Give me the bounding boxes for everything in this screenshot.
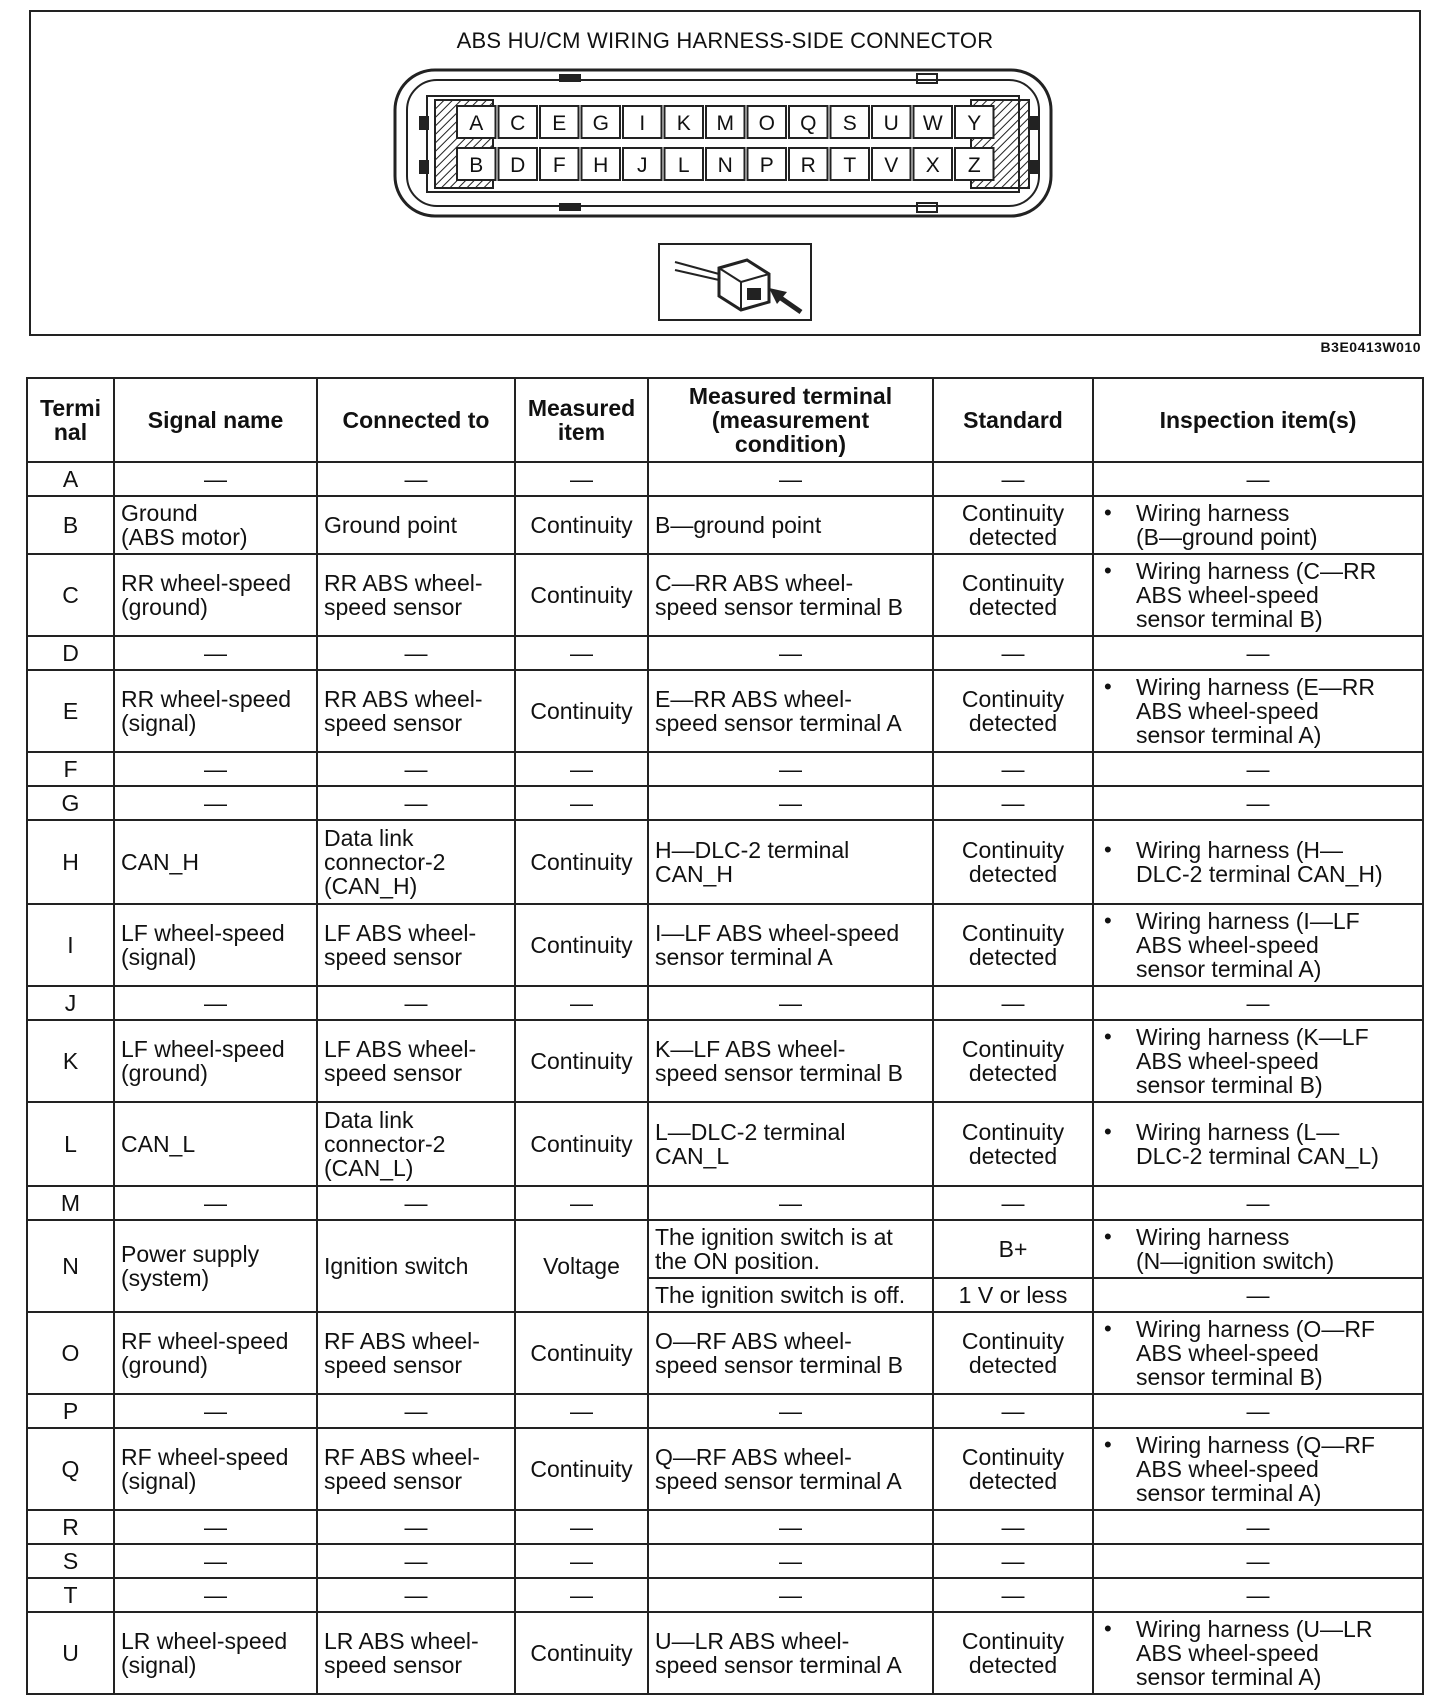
inspection-a: — (1093, 462, 1423, 496)
pin-label-t: T (843, 154, 857, 177)
pin-label-d: D (510, 154, 526, 177)
measured-n-on: The ignition switch is at the ON position. (648, 1220, 933, 1278)
standard-i: Continuity detected (933, 904, 1093, 986)
pin-label-x: X (925, 154, 940, 177)
connected-n: Ignition switch (317, 1220, 515, 1312)
signal-i: LF wheel-speed (signal) (114, 904, 317, 986)
signal-j: — (114, 986, 317, 1020)
table-row-t (27, 1578, 1423, 1612)
signal-d: — (114, 636, 317, 670)
inspection-text: Wiring harness (B—ground point) (1136, 499, 1318, 550)
table-row-m (27, 1186, 1423, 1220)
pin-label-y: Y (967, 112, 982, 135)
measured-p: — (648, 1394, 933, 1428)
measured-m: — (648, 1186, 933, 1220)
inspection-text: Wiring harness (I—LF ABS wheel-speed sensor terminal A) (1136, 907, 1360, 983)
pin-label-s: S (842, 112, 857, 135)
table-row-o (27, 1312, 1423, 1394)
inspection-text: Wiring harness (Q—RF ABS wheel-speed sensor terminal A) (1136, 1431, 1375, 1507)
table-row-h (27, 820, 1423, 904)
table-row-e (27, 670, 1423, 752)
bullet-icon: • (1104, 1315, 1112, 1341)
connected-j: — (317, 986, 515, 1020)
bullet-icon: • (1104, 557, 1112, 583)
measured-n-off: The ignition switch is off. (648, 1278, 933, 1312)
bullet-icon: • (1104, 1023, 1112, 1049)
measured-d: — (648, 636, 933, 670)
connector-drawing (31, 12, 1419, 334)
inspection-text: Wiring harness (L— DLC-2 terminal CAN_L) (1136, 1118, 1379, 1169)
inspection-h (1093, 820, 1423, 904)
signal-e: RR wheel-speed (signal) (114, 670, 317, 752)
measured-t: — (648, 1578, 933, 1612)
terminal-n: N (27, 1220, 114, 1312)
connected-c: RR ABS wheel- speed sensor (317, 554, 515, 636)
table-row-k (27, 1020, 1423, 1102)
measured-i: I—LF ABS wheel-speed sensor terminal A (648, 904, 933, 986)
signal-l: CAN_L (114, 1102, 317, 1186)
item-o: Continuity (515, 1312, 648, 1394)
diagram-title: ABS HU/CM WIRING HARNESS-SIDE CONNECTOR (456, 28, 994, 53)
measured-s: — (648, 1544, 933, 1578)
inspection-text: Wiring harness (C—RR ABS wheel-speed sensor terminal B) (1136, 557, 1377, 633)
standard-l: Continuity detected (933, 1102, 1093, 1186)
bullet-icon: • (1104, 1431, 1112, 1457)
inspection-e (1093, 670, 1423, 752)
item-a: — (515, 462, 648, 496)
item-r: — (515, 1510, 648, 1544)
item-e: Continuity (515, 670, 648, 752)
measured-l: L—DLC-2 terminal CAN_L (648, 1102, 933, 1186)
table-row-r (27, 1510, 1423, 1544)
pin-label-f: F (552, 154, 566, 177)
table-row-c (27, 554, 1423, 636)
pin-label-r: R (800, 154, 816, 177)
standard-t: — (933, 1578, 1093, 1612)
inspection-f: — (1093, 752, 1423, 786)
terminal-h: H (27, 820, 114, 904)
signal-a: — (114, 462, 317, 496)
pin-label-i: I (639, 112, 646, 135)
bullet-icon: • (1104, 673, 1112, 699)
item-d: — (515, 636, 648, 670)
header-inspection-items: Inspection item(s) (1093, 378, 1423, 462)
inspection-s: — (1093, 1544, 1423, 1578)
inspection-g: — (1093, 786, 1423, 820)
pin-label-z: Z (967, 154, 981, 177)
connected-e: RR ABS wheel- speed sensor (317, 670, 515, 752)
bullet-icon: • (1104, 1223, 1112, 1249)
measured-e: E—RR ABS wheel- speed sensor terminal A (648, 670, 933, 752)
item-q: Continuity (515, 1428, 648, 1510)
item-u: Continuity (515, 1612, 648, 1694)
inspection-b (1093, 496, 1423, 554)
inspection-t: — (1093, 1578, 1423, 1612)
connected-t: — (317, 1578, 515, 1612)
signal-f: — (114, 752, 317, 786)
item-j: — (515, 986, 648, 1020)
signal-n: Power supply (system) (114, 1220, 317, 1312)
terminal-spec-table (26, 377, 1424, 1695)
standard-o: Continuity detected (933, 1312, 1093, 1394)
terminal-o: O (27, 1312, 114, 1394)
pin-label-m: M (716, 112, 734, 135)
bullet-icon: • (1104, 1118, 1112, 1144)
item-p: — (515, 1394, 648, 1428)
item-n: Voltage (515, 1220, 648, 1312)
standard-k: Continuity detected (933, 1020, 1093, 1102)
inspection-n-off: — (1093, 1278, 1423, 1312)
terminal-l: L (27, 1102, 114, 1186)
pin-label-c: C (510, 112, 526, 135)
connected-p: — (317, 1394, 515, 1428)
inspection-q (1093, 1428, 1423, 1510)
connected-a: — (317, 462, 515, 496)
table-row-d (27, 636, 1423, 670)
standard-e: Continuity detected (933, 670, 1093, 752)
inspection-text: Wiring harness (E—RR ABS wheel-speed sensor terminal A) (1136, 673, 1375, 749)
standard-m: — (933, 1186, 1093, 1220)
terminal-i: I (27, 904, 114, 986)
inspection-p: — (1093, 1394, 1423, 1428)
measured-o: O—RF ABS wheel- speed sensor terminal B (648, 1312, 933, 1394)
terminal-a: A (27, 462, 114, 496)
inspection-k (1093, 1020, 1423, 1102)
header-terminal: Termi nal (27, 378, 114, 462)
item-i: Continuity (515, 904, 648, 986)
connected-f: — (317, 752, 515, 786)
measured-c: C—RR ABS wheel- speed sensor terminal B (648, 554, 933, 636)
item-g: — (515, 786, 648, 820)
standard-r: — (933, 1510, 1093, 1544)
terminal-j: J (27, 986, 114, 1020)
inspection-m: — (1093, 1186, 1423, 1220)
table-row-g (27, 786, 1423, 820)
measured-q: Q—RF ABS wheel- speed sensor terminal A (648, 1428, 933, 1510)
standard-p: — (933, 1394, 1093, 1428)
inspection-text: Wiring harness (K—LF ABS wheel-speed sensor terminal B) (1136, 1023, 1369, 1099)
terminal-q: Q (27, 1428, 114, 1510)
table-row-u (27, 1612, 1423, 1694)
standard-s: — (933, 1544, 1093, 1578)
inspection-r: — (1093, 1510, 1423, 1544)
item-m: — (515, 1186, 648, 1220)
bullet-icon: • (1104, 499, 1112, 525)
standard-a: — (933, 462, 1093, 496)
figure-code: B3E0413W010 (1320, 339, 1421, 355)
inspection-n-on (1093, 1220, 1423, 1278)
terminal-t: T (27, 1578, 114, 1612)
inspection-text: Wiring harness (O—RF ABS wheel-speed sensor terminal B) (1136, 1315, 1375, 1391)
inspection-c (1093, 554, 1423, 636)
terminal-k: K (27, 1020, 114, 1102)
connected-o: RF ABS wheel- speed sensor (317, 1312, 515, 1394)
standard-h: Continuity detected (933, 820, 1093, 904)
signal-k: LF wheel-speed (ground) (114, 1020, 317, 1102)
signal-m: — (114, 1186, 317, 1220)
measured-f: — (648, 752, 933, 786)
measured-u: U—LR ABS wheel- speed sensor terminal A (648, 1612, 933, 1694)
pin-label-e: E (552, 112, 567, 135)
connected-k: LF ABS wheel- speed sensor (317, 1020, 515, 1102)
terminal-b: B (27, 496, 114, 554)
item-k: Continuity (515, 1020, 648, 1102)
pin-label-j: J (637, 154, 648, 177)
table-row-j (27, 986, 1423, 1020)
signal-o: RF wheel-speed (ground) (114, 1312, 317, 1394)
signal-t: — (114, 1578, 317, 1612)
pin-label-w: W (922, 112, 943, 135)
connected-u: LR ABS wheel- speed sensor (317, 1612, 515, 1694)
signal-q: RF wheel-speed (signal) (114, 1428, 317, 1510)
inspection-i (1093, 904, 1423, 986)
pin-label-b: B (469, 154, 484, 177)
inspection-text: Wiring harness (U—LR ABS wheel-speed sensor terminal A) (1136, 1615, 1373, 1691)
header-connected-to: Connected to (317, 378, 515, 462)
terminal-c: C (27, 554, 114, 636)
signal-b: Ground (ABS motor) (114, 496, 317, 554)
connector-diagram-panel (29, 10, 1421, 336)
pin-label-v: V (884, 154, 899, 177)
table-header-row (27, 378, 1423, 462)
signal-r: — (114, 1510, 317, 1544)
measured-h: H—DLC-2 terminal CAN_H (648, 820, 933, 904)
pin-label-g: G (592, 112, 609, 135)
standard-g: — (933, 786, 1093, 820)
standard-j: — (933, 986, 1093, 1020)
pin-label-n: N (717, 154, 733, 177)
terminal-m: M (27, 1186, 114, 1220)
measured-j: — (648, 986, 933, 1020)
terminal-d: D (27, 636, 114, 670)
header-measured-terminal: Measured terminal (measurement condition) (648, 378, 933, 462)
pin-label-k: K (676, 112, 691, 135)
item-f: — (515, 752, 648, 786)
item-h: Continuity (515, 820, 648, 904)
pin-label-o: O (758, 112, 775, 135)
pin-label-p: P (759, 154, 774, 177)
standard-n-off: 1 V or less (933, 1278, 1093, 1312)
measured-b: B—ground point (648, 496, 933, 554)
connected-d: — (317, 636, 515, 670)
connected-h: Data link connector-2 (CAN_H) (317, 820, 515, 904)
standard-u: Continuity detected (933, 1612, 1093, 1694)
pin-label-l: L (677, 154, 690, 177)
standard-c: Continuity detected (933, 554, 1093, 636)
terminal-f: F (27, 752, 114, 786)
standard-n-on: B+ (933, 1220, 1093, 1278)
item-t: — (515, 1578, 648, 1612)
header-signal-name: Signal name (114, 378, 317, 462)
pin-label-q: Q (800, 112, 817, 135)
connected-s: — (317, 1544, 515, 1578)
terminal-g: G (27, 786, 114, 820)
pin-label-u: U (883, 112, 899, 135)
item-s: — (515, 1544, 648, 1578)
signal-s: — (114, 1544, 317, 1578)
inspection-l (1093, 1102, 1423, 1186)
connected-b: Ground point (317, 496, 515, 554)
pin-label-h: H (593, 154, 609, 177)
signal-c: RR wheel-speed (ground) (114, 554, 317, 636)
standard-f: — (933, 752, 1093, 786)
table-row-p (27, 1394, 1423, 1428)
bullet-icon: • (1104, 907, 1112, 933)
terminal-r: R (27, 1510, 114, 1544)
standard-d: — (933, 636, 1093, 670)
table-row-q (27, 1428, 1423, 1510)
connected-r: — (317, 1510, 515, 1544)
table-row-n (27, 1220, 1423, 1278)
header-measured-item: Measured item (515, 378, 648, 462)
connected-m: — (317, 1186, 515, 1220)
inspection-text: Wiring harness (H— DLC-2 terminal CAN_H) (1136, 836, 1383, 887)
signal-u: LR wheel-speed (signal) (114, 1612, 317, 1694)
item-l: Continuity (515, 1102, 648, 1186)
terminal-p: P (27, 1394, 114, 1428)
signal-g: — (114, 786, 317, 820)
standard-q: Continuity detected (933, 1428, 1093, 1510)
measured-g: — (648, 786, 933, 820)
terminal-e: E (27, 670, 114, 752)
measured-a: — (648, 462, 933, 496)
bullet-icon: • (1104, 1615, 1112, 1641)
table-row-b (27, 496, 1423, 554)
item-c: Continuity (515, 554, 648, 636)
terminal-u: U (27, 1612, 114, 1694)
table-row-s (27, 1544, 1423, 1578)
connected-l: Data link connector-2 (CAN_L) (317, 1102, 515, 1186)
inspection-o (1093, 1312, 1423, 1394)
connected-i: LF ABS wheel- speed sensor (317, 904, 515, 986)
inspection-u (1093, 1612, 1423, 1694)
table-row-a (27, 462, 1423, 496)
pin-label-a: A (469, 112, 484, 135)
signal-p: — (114, 1394, 317, 1428)
table-row-i (27, 904, 1423, 986)
signal-h: CAN_H (114, 820, 317, 904)
bullet-icon: • (1104, 836, 1112, 862)
standard-b: Continuity detected (933, 496, 1093, 554)
table-row-f (27, 752, 1423, 786)
inspection-j: — (1093, 986, 1423, 1020)
inspection-d: — (1093, 636, 1423, 670)
measured-r: — (648, 1510, 933, 1544)
connected-q: RF ABS wheel- speed sensor (317, 1428, 515, 1510)
connected-g: — (317, 786, 515, 820)
table-row-l (27, 1102, 1423, 1186)
terminal-s: S (27, 1544, 114, 1578)
measured-k: K—LF ABS wheel- speed sensor terminal B (648, 1020, 933, 1102)
item-b: Continuity (515, 496, 648, 554)
header-standard: Standard (933, 378, 1093, 462)
inspection-text: Wiring harness (N—ignition switch) (1136, 1223, 1335, 1274)
